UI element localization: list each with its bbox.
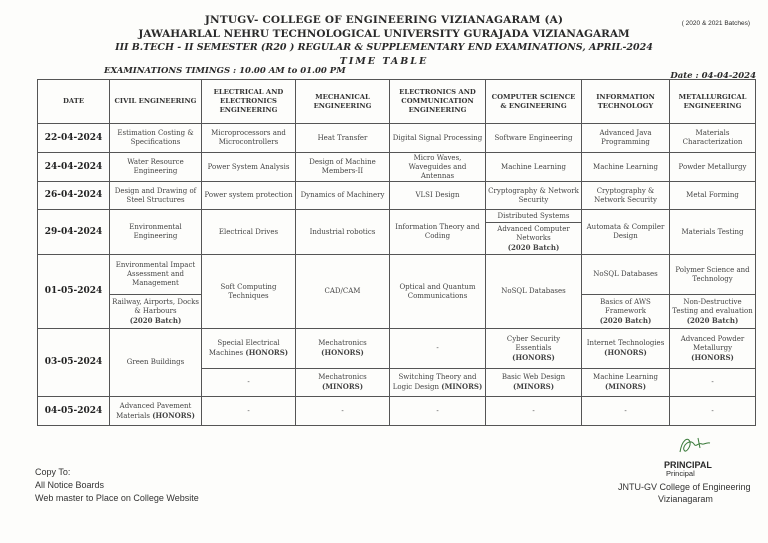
cell-civil: Environmental Engineering	[110, 210, 202, 255]
cell-mech	[296, 369, 390, 397]
cell-eee: Microprocessors and Microcontrollers	[202, 124, 296, 153]
exam-timings: EXAMINATIONS TIMINGS : 10.00 AM to 01.00 PM	[104, 66, 346, 76]
minors-tag: (MINORS)	[441, 382, 483, 391]
honors-tag: (HONORS)	[604, 348, 647, 357]
cell-met: Materials Testing	[670, 210, 756, 255]
cell-mech: CAD/CAM	[296, 255, 390, 329]
cell-it	[582, 295, 670, 329]
cell-met: Polymer Science and Technology	[670, 255, 756, 295]
table-row	[38, 397, 756, 426]
honors-tag: (HONORS)	[512, 352, 555, 362]
cell-met	[670, 295, 756, 329]
cell-eee: Electrical Drives	[202, 210, 296, 255]
cell-ece: Micro Waves, Waveguides and Antennas	[390, 153, 486, 182]
exam-date: 29-04-2024	[38, 210, 110, 255]
cell-eee: Power system protection	[202, 182, 296, 210]
cell-ece: -	[390, 397, 486, 426]
table-row	[38, 182, 756, 210]
cell-civil	[110, 295, 202, 329]
cell-eee: Power System Analysis	[202, 153, 296, 182]
signature-icon	[676, 432, 716, 460]
cell-it: Machine Learning	[582, 153, 670, 182]
college-title: JNTUGV- COLLEGE OF ENGINEERING VIZIANAGARAM (A)	[204, 14, 564, 26]
notice-date: Date : 04-04-2024	[670, 71, 756, 81]
table-row	[38, 255, 756, 295]
subject: Basics of AWS Framework	[600, 297, 651, 315]
batches-note: ( 2020 & 2021 Batches)	[681, 20, 750, 27]
table-row	[38, 210, 756, 223]
cell-eee	[202, 329, 296, 369]
subject: Mechatronics	[318, 339, 367, 347]
subject: Railway, Airports, Docks & Harbours	[112, 297, 199, 315]
cell-civil: Water Resource Engineering	[110, 153, 202, 182]
minors-tag: (MINORS)	[604, 382, 646, 391]
subject: Mechatronics	[318, 373, 367, 381]
principal-stamp: Principal	[666, 469, 695, 478]
subject: Machine Learning	[593, 373, 658, 381]
cell-cse: NoSQL Databases	[486, 255, 582, 329]
cell-eee: Soft Computing Techniques	[202, 255, 296, 329]
exam-date: 04-05-2024	[38, 397, 110, 426]
cell-met: Materials Characterization	[670, 124, 756, 153]
cell-mech: Industrial robotics	[296, 210, 390, 255]
exam-title: III B.TECH - II SEMESTER (R20 ) REGULAR & SUPPLEMENTARY END EXAMINATIONS, APRIL-2024	[115, 42, 653, 53]
cell-met: -	[670, 369, 756, 397]
cell-ece: Digital Signal Processing	[390, 124, 486, 153]
col-civil: CIVIL ENGINEERING	[110, 80, 202, 124]
exam-date: 22-04-2024	[38, 124, 110, 153]
col-eee: ELECTRICAL AND ELECTRONICS ENGINEERING	[202, 80, 296, 124]
cell-mech	[296, 329, 390, 369]
subject: Internet Technologies	[586, 339, 665, 347]
cell-cse	[486, 369, 582, 397]
col-mech: MECHANICAL ENGINEERING	[296, 80, 390, 124]
honors-tag: (HONORS)	[152, 410, 195, 420]
cell-it: Automata & Compiler Design	[582, 210, 670, 255]
cell-mech: Heat Transfer	[296, 124, 390, 153]
exam-date: 26-04-2024	[38, 182, 110, 210]
cell-it	[582, 329, 670, 369]
cell-ece	[390, 369, 486, 397]
cell-mech: -	[296, 397, 390, 426]
cell-civil: Design and Drawing of Steel Structures	[110, 182, 202, 210]
cell-cse: Software Engineering	[486, 124, 582, 153]
cell-civil: Estimation Costing & Specifications	[110, 124, 202, 153]
cell-civil: Environmental Impact Assessment and Management	[110, 255, 202, 295]
subject: Advanced Computer Networks	[497, 224, 570, 242]
subject: Switching Theory and Logic Design	[392, 373, 477, 391]
col-it: INFORMATION TECHNOLOGY	[582, 80, 670, 124]
university-title: JAWAHARLAL NEHRU TECHNOLOGICAL UNIVERSITY GURAJADA VIZIANAGARAM	[138, 28, 630, 40]
cell-it: Cryptography & Network Security	[582, 182, 670, 210]
cell-civil: Green Buildings	[110, 329, 202, 397]
exam-date: 01-05-2024	[38, 255, 110, 329]
batch-note: (2020 Batch)	[507, 242, 560, 252]
copy-notice-boards: All Notice Boards	[35, 480, 105, 490]
header-row	[38, 80, 756, 124]
minors-tag: (MINORS)	[512, 382, 554, 391]
batch-note: (2020 Batch)	[129, 315, 182, 325]
col-met: METALLURGICAL ENGINEERING	[670, 80, 756, 124]
honors-tag: (HONORS)	[321, 348, 364, 357]
subject: Advanced Pavement Materials	[116, 401, 192, 420]
cell-met: Powder Metallurgy	[670, 153, 756, 182]
honors-tag: (HONORS)	[691, 352, 734, 362]
timetable	[37, 79, 756, 426]
cell-civil	[110, 397, 202, 426]
cell-ece: Information Theory and Coding	[390, 210, 486, 255]
col-date: DATE	[38, 80, 110, 124]
cell-cse	[486, 223, 582, 255]
cell-eee: -	[202, 397, 296, 426]
subject: Basic Web Design	[501, 373, 566, 381]
cell-cse: Machine Learning	[486, 153, 582, 182]
college-stamp: JNTU-GV College of Engineering	[618, 482, 751, 492]
subject: Special Electrical Machines	[208, 339, 280, 357]
copy-to-label: Copy To:	[35, 467, 71, 477]
minors-tag: (MINORS)	[321, 382, 363, 391]
cell-cse: Distributed Systems	[486, 210, 582, 223]
cell-it	[582, 369, 670, 397]
city-stamp: Vizianagaram	[658, 494, 713, 504]
copy-webmaster: Web master to Place on College Website	[35, 493, 199, 503]
cell-ece: Optical and Quantum Communications	[390, 255, 486, 329]
honors-tag: (HONORS)	[245, 348, 289, 357]
principal-title: PRINCIPAL	[664, 460, 712, 470]
subject: Advanced Powder Metallurgy	[680, 334, 745, 352]
cell-cse	[486, 329, 582, 369]
cell-eee: -	[202, 369, 296, 397]
table-row	[38, 124, 756, 153]
cell-cse: Cryptography & Network Security	[486, 182, 582, 210]
cell-met: Metal Forming	[670, 182, 756, 210]
subject: Cyber Security Essentials	[506, 334, 561, 352]
cell-met: -	[670, 397, 756, 426]
cell-ece: -	[390, 329, 486, 369]
batch-note: (2020 Batch)	[599, 315, 652, 325]
col-cse: COMPUTER SCIENCE & ENGINEERING	[486, 80, 582, 124]
cell-it: Advanced Java Programming	[582, 124, 670, 153]
table-row	[38, 153, 756, 182]
cell-mech: Design of Machine Members-II	[296, 153, 390, 182]
cell-ece: VLSI Design	[390, 182, 486, 210]
cell-mech: Dynamics of Machinery	[296, 182, 390, 210]
exam-date: 24-04-2024	[38, 153, 110, 182]
exam-date: 03-05-2024	[38, 329, 110, 397]
cell-it: NoSQL Databases	[582, 255, 670, 295]
subject: Non-Destructive Testing and evaluation	[672, 297, 753, 315]
time-table-title: TIME TABLE	[339, 56, 429, 67]
cell-cse: -	[486, 397, 582, 426]
copy-to-block	[35, 466, 199, 505]
batch-note: (2020 Batch)	[686, 315, 739, 325]
cell-met	[670, 329, 756, 369]
col-ece: ELECTRONICS AND COMMUNICATION ENGINEERING	[390, 80, 486, 124]
table-row	[38, 329, 756, 369]
cell-it: -	[582, 397, 670, 426]
